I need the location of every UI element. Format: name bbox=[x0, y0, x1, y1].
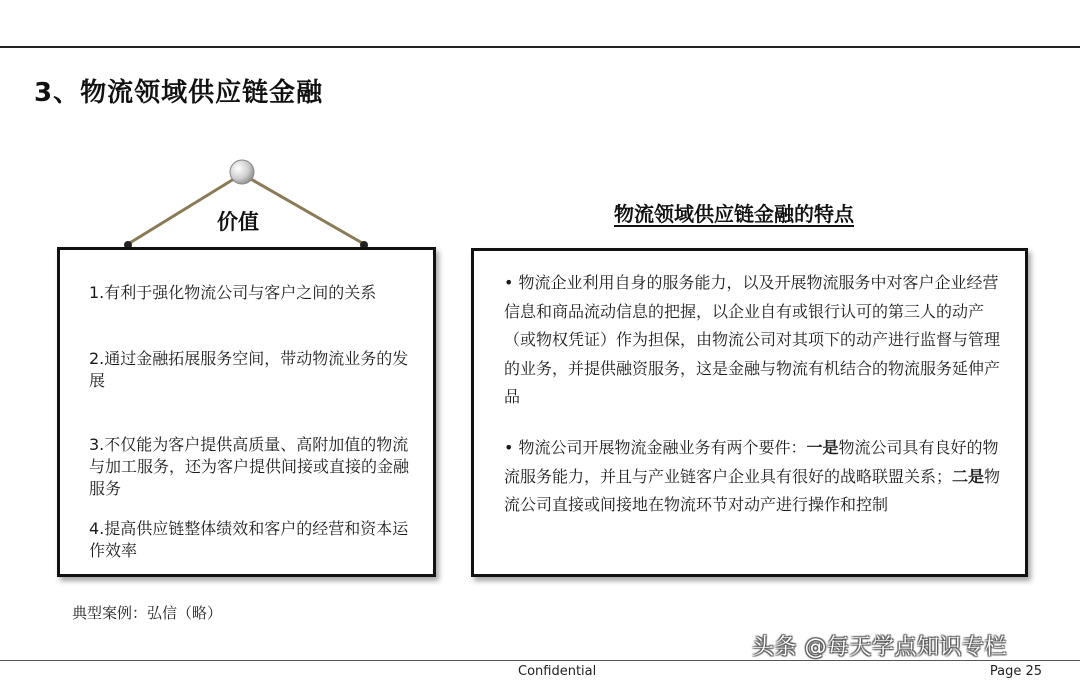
feature-paragraph-1: • 物流企业利用自身的服务能力，以及开展物流服务中对客户企业经营信息和商品流动信息的把握，以企业自有或银行认可的第三人的动产（或物权凭证）作为担保，由物流公司对其项下的动产进行监督与管理的业务，并提供融资服务，这是金融与物流有机结合的物流服务延伸产品 bbox=[504, 273, 1001, 406]
value-title: 价值 bbox=[217, 210, 259, 234]
feature-title: 物流领域供应链金融的特点 bbox=[614, 202, 854, 226]
watermark: 头条 @每天学点知识专栏 bbox=[752, 635, 1007, 660]
feature-p2-middle: 物流公司具有良好的物流服务能力，并且与产业链客户企业具有很好的战略联盟关系； bbox=[504, 438, 999, 486]
feature-p2-emphasis-2: 二是 bbox=[952, 466, 985, 486]
value-item-3: 3.不仅能为客户提供高质量、高附加值的物流与加工服务，还为客户提供间接或直接的金融服务 bbox=[89, 435, 410, 498]
value-item-2: 2.通过金融拓展服务空间，带动物流业务的发展 bbox=[89, 349, 409, 390]
feature-p2-prefix: • 物流公司开展物流金融业务有两个要件： bbox=[504, 438, 807, 457]
page-title: 3、物流领域供应链金融 bbox=[34, 78, 324, 108]
value-item-4: 4.提高供应链整体绩效和客户的经营和资本运作效率 bbox=[89, 519, 409, 560]
value-box bbox=[57, 247, 436, 577]
value-item-1: 1.有利于强化物流公司与客户之间的关系 bbox=[89, 283, 377, 302]
feature-paragraph-2 bbox=[504, 434, 1004, 520]
confidential-label: Confidential bbox=[518, 664, 597, 679]
hanger-string-right bbox=[242, 174, 364, 244]
hanger-pin bbox=[230, 160, 254, 184]
page-number: Page 25 bbox=[989, 664, 1042, 679]
feature-p2-emphasis-1: 一是 bbox=[806, 438, 839, 457]
feature-box bbox=[471, 248, 1028, 577]
feature-p2-suffix: 物流公司直接或间接地在物流环节对动产进行操作和控制 bbox=[504, 466, 1001, 514]
case-note: 典型案例：弘信（略） bbox=[72, 604, 223, 622]
